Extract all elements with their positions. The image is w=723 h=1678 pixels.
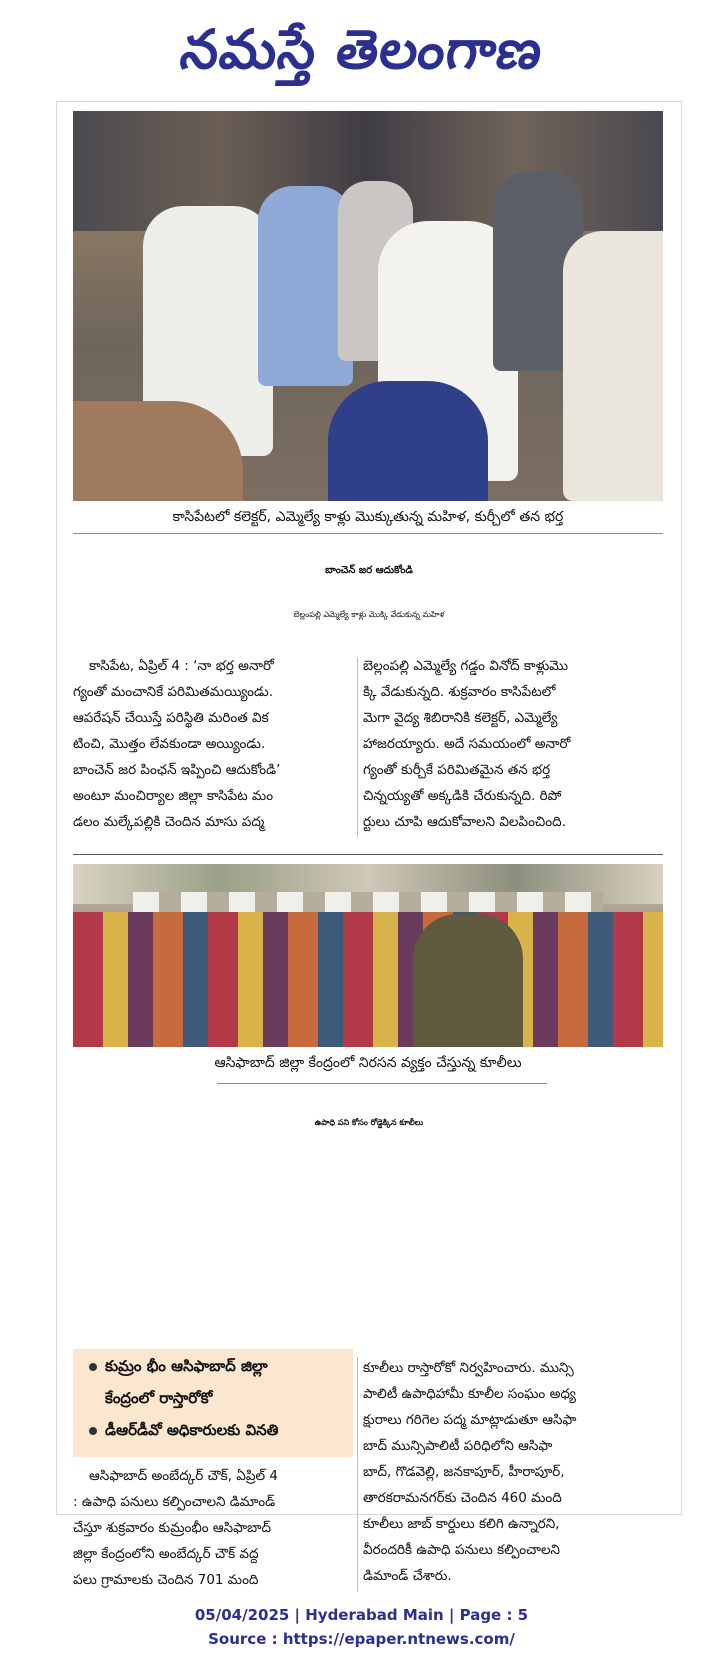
story2-right-line: పాలిటీ ఉపాధిహామీ కూలీల సంఘం అధ్య xyxy=(363,1386,576,1402)
story2-right-line: కూలీలు రాస్తారోకో నిర్వహించారు. మున్సి xyxy=(363,1360,574,1376)
person-right-white xyxy=(563,231,663,501)
police-officer xyxy=(413,914,523,1047)
footer-date-edition: 05/04/2025 | Hyderabad Main | Page : 5 xyxy=(194,1606,529,1624)
story1-right-line: చిన్నయ్యతో అక్కడికి చేరుకున్నది. రిపో xyxy=(363,788,562,804)
story2-right-line: బాద్‌ మున్సిపాలిటీ పరిధిలోని ఆసిఫా xyxy=(363,1438,553,1454)
story1-left-line: బాంచెన్‌ జర పింఛన్‌ ఇప్పించి ఆదుకోండి’ xyxy=(73,762,281,778)
man-in-chair xyxy=(73,401,243,501)
story1-left-line: కాసిపేట, ఏప్రిల్‌ 4 : ‘నా భర్త అనారో xyxy=(89,658,274,674)
bullet-icon xyxy=(89,1427,97,1435)
story2-right-line: బాద్‌, గొడవెల్లి, జనకాపూర్‌, హీరాపూర్‌, xyxy=(363,1464,565,1480)
highlight-text: కేంద్రంలో రాస్తారోకో xyxy=(105,1389,213,1407)
story1-column-divider xyxy=(357,657,358,837)
story1-right-line: గ్యంతో కుర్చీకే పరిమితమైన తన భర్త xyxy=(363,762,551,778)
highlight-item xyxy=(105,1389,212,1411)
protest-placards xyxy=(133,892,603,914)
story1-left-line: టించి, మొత్తం లేవకుండా అయ్యిండు. xyxy=(73,736,266,752)
footer-source: Source : https://epaper.ntnews.com/ xyxy=(208,1630,515,1648)
story1-right-line: ర్టులు చూపి ఆదుకోవాలని విలపించింది. xyxy=(363,814,566,830)
story1-caption-rule xyxy=(73,533,663,534)
highlight-item xyxy=(89,1357,268,1379)
newspaper-title: నమస్తే తెలంగాణ xyxy=(176,18,547,81)
story2-left-line: జిల్లా కేంద్రంలోని అంబేద్కర్‌ చౌక్‌ వద్ద xyxy=(73,1546,259,1562)
story1-left-line: గ్యంతో మంచానికే పరిమితమయ్యిండు. xyxy=(73,684,273,700)
story2-highlights-box xyxy=(73,1349,353,1457)
woman-kneeling xyxy=(328,381,488,501)
masthead xyxy=(0,10,723,90)
story2-left-line: పలు గ్రామాలకు చెందిన 701 మంది xyxy=(73,1572,259,1588)
story2-photo-caption: ఆసిఫాబాద్‌ జిల్లా కేంద్రంలో నిరసన వ్యక్తం చేస్తున్న కూలీలు xyxy=(214,1055,522,1071)
story2-right-line: క్షురాలు గరిగెల పద్మ మాట్లాడుతూ ఆసిఫా xyxy=(363,1412,577,1428)
story2-left-line: : ఉపాధి పనులు కల్పించాలని డిమాండ్‌ xyxy=(73,1494,276,1510)
story2-photo xyxy=(73,864,663,1047)
story1-left-line: ఆపరేషన్‌ చేయిస్తే పరిస్థితి మరింత విక xyxy=(73,710,269,726)
story-separator-rule xyxy=(73,854,663,855)
protest-crowd xyxy=(73,912,663,1047)
story1-right-line: బెల్లంపల్లి ఎమ్మెల్యే గడ్డం వినోద్‌ కాళ్లుమొ xyxy=(363,658,569,674)
bullet-icon xyxy=(89,1363,97,1371)
story2-right-line: వీరందరికీ ఉపాధి పనులు కల్పించాలని xyxy=(363,1542,560,1558)
story1-photo-caption: కాసిపేటలో కలెక్టర్‌, ఎమ్మెల్యే కాళ్లు మొక్కుతున్న మహిళ, కుర్చీలో తన భర్త xyxy=(172,509,564,525)
highlight-text: డీఆర్‌డీవో అధికారులకు వినతి xyxy=(105,1421,279,1439)
story2-right-line: కూలీలు జాబ్‌ కార్డులు కలిగి ఉన్నారని, xyxy=(363,1516,560,1532)
story2-left-line: చేస్తూ శుక్రవారం కుమ్రంభీం ఆసిఫాబాద్‌ xyxy=(73,1520,272,1536)
story1-photo xyxy=(73,111,663,501)
story1-subheadline: బెల్లంపల్లి ఎమ్మెల్యే కాళ్లు మొక్కి వేడుకున్న మహిళ xyxy=(293,610,445,619)
story1-left-line: డలం మల్కేపల్లికి చెందిన మాసు పద్మ xyxy=(73,814,265,830)
story2-left-line: ఆసిఫాబాద్‌ అంబేద్కర్‌ చౌక్‌, ఏప్రిల్‌ 4 xyxy=(89,1468,278,1484)
story2-headline: ఉపాధి పని కోసం రోడ్డెక్కిన కూలీలు xyxy=(314,1118,424,1127)
news-clipping xyxy=(56,101,682,1588)
story1-left-line: అంటూ మంచిర్యాల జిల్లా కాసిపేట మం xyxy=(73,788,274,804)
story1-right-line: హాజరయ్యారు. అదే సమయంలో అనారో xyxy=(363,736,571,752)
story1-headline: బాంచెన్‌ జర ఆదుకోండి xyxy=(325,565,413,576)
story2-column-divider xyxy=(357,1357,358,1592)
story2-caption-rule xyxy=(217,1083,547,1084)
story2-right-line: తారకరామనగర్‌కు చెందిన 460 మంది xyxy=(363,1490,562,1506)
story1-right-line: మెగా వైద్య శిబిరానికి కలెక్టర్‌, ఎమ్మెల్యే xyxy=(363,710,558,726)
highlight-item xyxy=(89,1421,278,1443)
highlight-text: కుమ్రం భీం ఆసిఫాబాద్‌ జిల్లా xyxy=(105,1357,268,1375)
story1-right-line: క్కి వేడుకున్నది. శుక్రవారం కాసిపేటలో xyxy=(363,684,556,700)
story2-right-line: డిమాండ్‌ చేశారు. xyxy=(363,1568,452,1584)
